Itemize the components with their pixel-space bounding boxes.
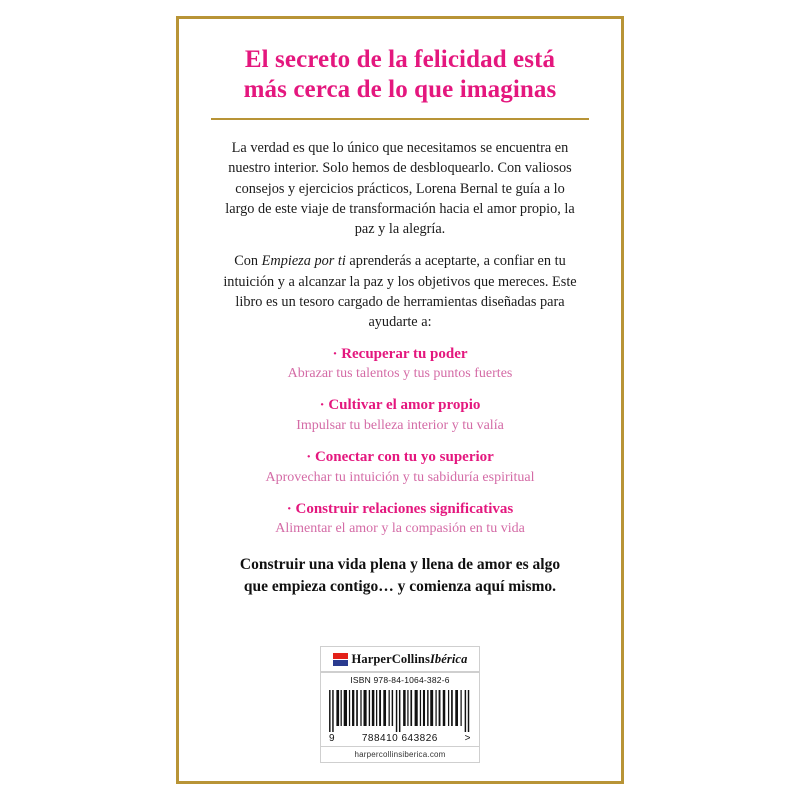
benefit-subtitle: Alimentar el amor y la compasión en tu vida [275,521,525,537]
benefit-subtitle: Aprovechar tu intuición y tu sabiduría espiritual [265,469,535,485]
cover-frame [176,16,624,784]
list-item [209,500,591,539]
cover-inner [179,19,621,781]
publisher-name-imprint: Ibérica [429,652,468,666]
list-item [209,345,591,384]
publisher-website: harpercollinsiberica.com [320,747,480,763]
paragraph-2-before: Con [234,253,262,270]
barcode-digit-right: > [464,733,471,744]
harpercollins-flag-icon [333,653,348,666]
description-block [209,138,591,333]
barcode-digits [327,732,473,744]
headline-band [211,19,589,120]
list-item [209,448,591,487]
paragraph-2 [223,251,577,332]
publisher-name [352,652,468,667]
benefit-title: · Conectar con tu yo superior [306,449,494,466]
barcode [320,686,480,747]
paragraph-1: La verdad es que lo único que necesitamos se encuentra en nuestro interior. Solo hemos de desbloquearlo. Con valiosos consejos y ejercicios prácticos, Lorena Bernal te guía a lo largo de este viaje de transformación hacia el amor propio, la paz y la alegría. [225,140,575,238]
benefits-list [209,345,591,539]
headline [217,45,583,104]
benefit-title: · Recuperar tu poder [332,345,468,362]
headline-line-2: más cerca de lo que imaginas [243,75,557,103]
list-item [209,396,591,435]
publisher-block [320,646,480,763]
publisher-logo [320,646,480,672]
closing-line-2: que empieza contigo… y comienza aquí mismo. [243,577,557,595]
barcode-digit-left: 9 [329,733,336,744]
paragraph-2-after: aprenderás a aceptarte, a confiar en tu intuición y a alcanzar la paz y los objetivos que mereces. Este libro es un tesoro cargado de herramientas diseñadas para ayudarte a: [223,253,577,331]
logo-row [325,652,475,667]
barcode-bars-icon [327,690,473,732]
isbn-text: ISBN 978-84-1064-382-6 [320,672,480,686]
closing-line-1: Construir una vida plena y llena de amor es algo [239,556,561,574]
benefit-subtitle: Impulsar tu belleza interior y tu valía [296,417,504,433]
closing-statement [209,554,591,597]
barcode-digit-middle: 788410 643826 [361,733,438,744]
headline-line-1: El secreto de la felicidad está [244,46,556,73]
benefit-title: · Construir relaciones significativas [286,500,514,517]
benefit-subtitle: Abrazar tus talentos y tus puntos fuertes [287,366,513,382]
book-title-italic: Empieza por ti [261,253,346,270]
publisher-name-main: HarperCollins [351,652,430,666]
benefit-title: · Cultivar el amor propio [319,397,481,414]
